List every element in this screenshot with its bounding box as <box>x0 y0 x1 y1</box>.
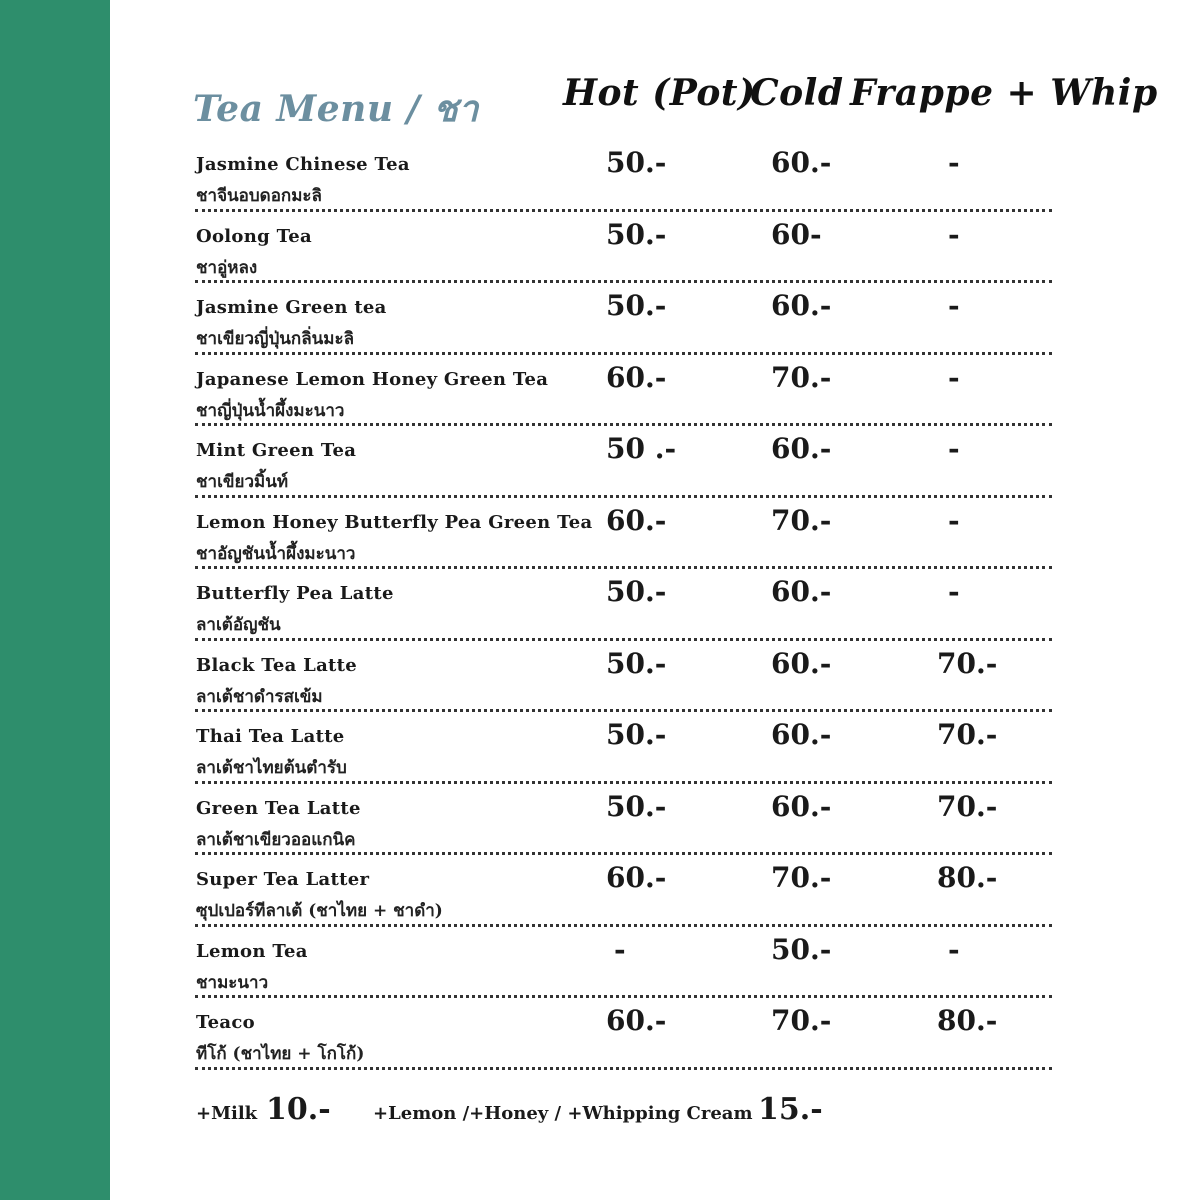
menu-item-row <box>0 998 1200 1070</box>
price-hot: - <box>614 932 626 966</box>
item-name-english: Mint Green Tea <box>196 440 357 461</box>
item-name-english: Oolong Tea <box>196 225 312 247</box>
price-frappe: - <box>948 575 960 608</box>
menu-item-row <box>0 212 1200 284</box>
price-frappe: - <box>948 217 960 251</box>
item-name-thai: ชามะนาว <box>196 972 269 993</box>
extras-addon-price: 15.- <box>758 1092 823 1127</box>
menu-header <box>0 72 1200 132</box>
price-hot: 60.- <box>606 861 667 894</box>
price-frappe: - <box>948 932 960 966</box>
item-name-english: Green Tea Latte <box>196 797 361 819</box>
item-name-english: Thai Tea Latte <box>196 726 345 747</box>
price-cold: 60.- <box>771 789 832 823</box>
item-name-english: Teaco <box>196 1012 255 1033</box>
item-name-english: Butterfly Pea Latte <box>196 583 394 604</box>
price-cold: 60.- <box>771 289 832 322</box>
price-cold: 70.- <box>771 1004 832 1037</box>
item-name-thai: ลาเต้อัญชัน <box>196 615 281 635</box>
item-name-thai: ลาเต้ชาดำรสเข้ม <box>196 686 323 707</box>
item-name-thai: ชาเขียวญี่ปุ่นกลิ่นมะลิ <box>196 329 355 349</box>
item-name-thai: ชาจีนอบดอกมะลิ <box>196 186 322 206</box>
price-frappe: 80.- <box>937 1004 998 1037</box>
price-frappe: - <box>948 432 960 465</box>
item-name-english: Black Tea Latte <box>196 654 358 676</box>
price-cold: 70.- <box>771 861 832 894</box>
price-hot: 50.- <box>606 789 667 823</box>
price-hot: 50.- <box>606 718 667 751</box>
add-ons-footer <box>196 1092 1096 1132</box>
price-hot: 50.- <box>606 646 667 680</box>
price-cold: 60.- <box>771 718 832 751</box>
price-frappe: - <box>948 146 960 179</box>
price-cold: 50.- <box>771 932 832 966</box>
menu-item-row <box>0 641 1200 713</box>
price-hot: 60.- <box>606 503 667 537</box>
item-name-thai: ชาเขียวมิ้นท์ <box>196 472 289 492</box>
price-frappe: - <box>948 289 960 322</box>
item-name-english: Japanese Lemon Honey Green Tea <box>196 368 549 390</box>
price-frappe: 70.- <box>937 718 998 751</box>
item-name-english: Jasmine Green tea <box>196 297 387 318</box>
price-cold: 70.- <box>771 503 832 537</box>
column-header-frappe: Frappe + Whip <box>850 72 1158 114</box>
extras-addon-label: +Lemon /+Honey / +Whipping Cream <box>373 1103 753 1124</box>
price-cold: 60.- <box>771 432 832 465</box>
price-cold: 60- <box>771 217 822 251</box>
price-hot: 50.- <box>606 146 667 179</box>
item-name-english: Jasmine Chinese Tea <box>196 154 410 175</box>
item-name-thai: ชาญี่ปุ่นน้ำผึ้งมะนาว <box>196 400 345 421</box>
item-name-thai: ลาเต้ชาไทยต้นตำรับ <box>196 758 347 778</box>
price-frappe: 70.- <box>937 789 998 823</box>
item-name-english: Lemon Tea <box>196 940 308 962</box>
column-header-cold: Cold <box>750 72 844 114</box>
menu-items-list <box>0 140 1200 1070</box>
menu-item-row <box>0 784 1200 856</box>
price-hot: 50.- <box>606 217 667 251</box>
item-name-thai: ซุปเปอร์ทีลาเต้ (ชาไทย + ชาดำ) <box>196 901 443 921</box>
item-name-thai: ทีโก้ (ชาไทย + โกโก้) <box>196 1044 365 1064</box>
item-name-thai: ชาอัญชันน้ำผึ้งมะนาว <box>196 543 356 564</box>
milk-addon-label: +Milk <box>196 1103 258 1124</box>
price-frappe: - <box>948 360 960 394</box>
menu-item-row <box>0 283 1200 355</box>
price-hot: 50.- <box>606 289 667 322</box>
menu-item-row <box>0 355 1200 427</box>
menu-item-row <box>0 712 1200 784</box>
price-frappe: 70.- <box>937 646 998 680</box>
price-hot: 60.- <box>606 360 667 394</box>
price-cold: 60.- <box>771 146 832 179</box>
menu-item-row <box>0 140 1200 212</box>
column-header-hot: Hot (Pot) <box>563 72 756 114</box>
item-name-english: Super Tea Latter <box>196 869 370 890</box>
price-frappe: 80.- <box>937 861 998 894</box>
price-cold: 70.- <box>771 360 832 394</box>
price-hot: 50 .- <box>606 432 677 465</box>
price-hot: 50.- <box>606 575 667 608</box>
menu-item-row <box>0 855 1200 927</box>
price-cold: 60.- <box>771 575 832 608</box>
item-name-thai: ชาอู่หลง <box>196 257 258 278</box>
menu-item-row <box>0 569 1200 641</box>
menu-item-row <box>0 927 1200 999</box>
menu-item-row <box>0 498 1200 570</box>
item-name-english: Lemon Honey Butterfly Pea Green Tea <box>196 511 593 533</box>
price-cold: 60.- <box>771 646 832 680</box>
item-name-thai: ลาเต้ชาเขียวออแกนิค <box>196 829 356 850</box>
price-frappe: - <box>948 503 960 537</box>
milk-addon-price: 10.- <box>266 1092 331 1127</box>
menu-item-row <box>0 426 1200 498</box>
price-hot: 60.- <box>606 1004 667 1037</box>
menu-title: Tea Menu / ชา <box>193 88 479 130</box>
